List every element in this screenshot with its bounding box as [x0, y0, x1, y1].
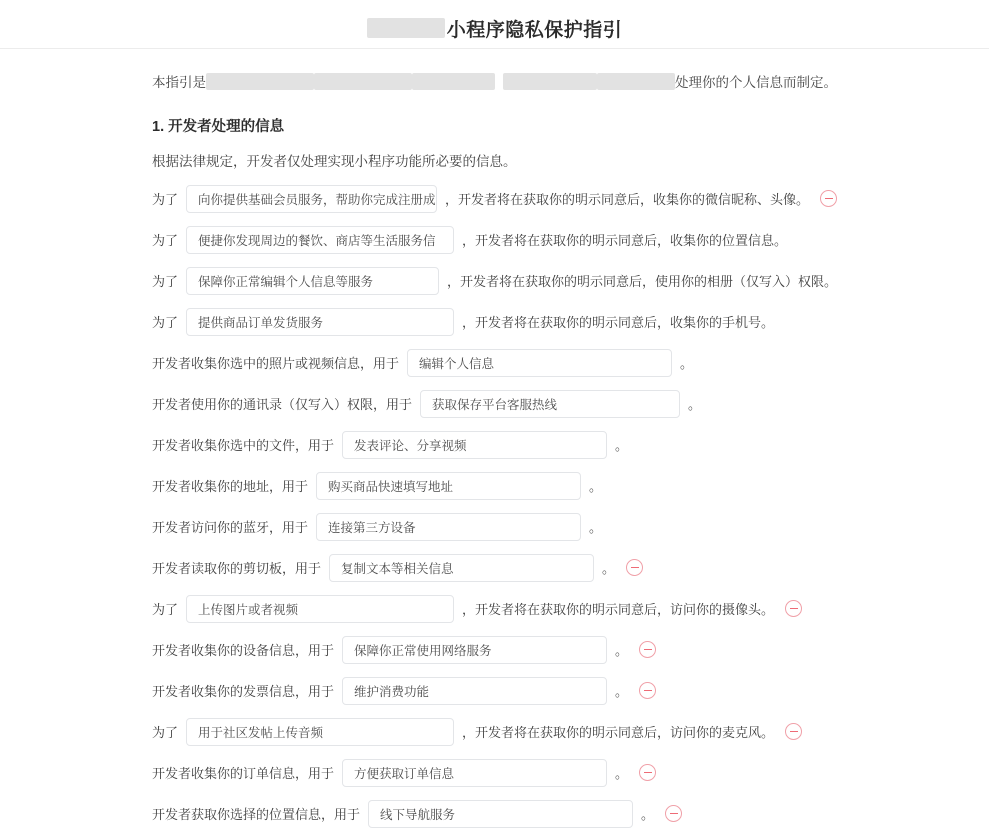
- row-period: 。: [602, 561, 616, 576]
- row-lead-text: 为了: [152, 233, 179, 248]
- row-purpose-value: 维护消费功能: [354, 684, 430, 699]
- row-lead-text: 开发者读取你的剪切板，用于: [152, 561, 322, 576]
- information-row: [152, 588, 837, 629]
- row-purpose-value: 用于社区发帖上传音频: [198, 725, 324, 740]
- row-period: 。: [680, 356, 694, 371]
- page-title: 小程序隐私保护指引: [446, 19, 623, 41]
- row-purpose-input[interactable]: [186, 185, 437, 213]
- row-period: 。: [615, 684, 629, 699]
- row-purpose-input[interactable]: [186, 308, 454, 336]
- row-lead-text: 开发者收集你的订单信息，用于: [152, 766, 335, 781]
- information-row: [152, 260, 837, 301]
- row-purpose-input[interactable]: [420, 390, 680, 418]
- row-purpose-value: 向你提供基础会员服务，帮助你完成注册成: [198, 192, 436, 207]
- information-row: [152, 342, 837, 383]
- information-rows: [152, 178, 837, 828]
- row-purpose-value: 便捷你发现周边的餐饮、商店等生活服务信: [198, 233, 436, 248]
- row-period: 。: [688, 397, 702, 412]
- row-purpose-value: 上传图片或者视频: [198, 602, 299, 617]
- row-period: 。: [615, 438, 629, 453]
- intro-paragraph: [152, 71, 837, 91]
- row-tail-text: ，开发者将在获取你的明示同意后，使用你的相册（仅写入）权限。: [446, 274, 837, 289]
- row-purpose-value: 购买商品快速填写地址: [328, 479, 454, 494]
- information-row: [152, 383, 837, 424]
- row-lead-text: 开发者收集你的发票信息，用于: [152, 684, 335, 699]
- row-purpose-input[interactable]: [186, 718, 454, 746]
- information-row: [152, 752, 837, 793]
- information-row: [152, 301, 837, 342]
- remove-row-icon[interactable]: [820, 190, 837, 207]
- information-row: [152, 219, 837, 260]
- row-purpose-value: 提供商品订单发货服务: [198, 315, 324, 330]
- row-lead-text: 开发者访问你的蓝牙，用于: [152, 520, 309, 535]
- row-period: 。: [589, 479, 603, 494]
- remove-row-icon[interactable]: [626, 559, 643, 576]
- information-row: [152, 178, 837, 219]
- row-lead-text: 开发者收集你选中的照片或视频信息，用于: [152, 356, 400, 371]
- intro-prefix: 本指引是: [152, 75, 206, 90]
- remove-row-icon[interactable]: [639, 764, 656, 781]
- information-row: [152, 506, 837, 547]
- row-purpose-input[interactable]: [368, 800, 633, 828]
- row-lead-text: 开发者收集你选中的文件，用于: [152, 438, 335, 453]
- row-purpose-value: 保障你正常使用网络服务: [354, 643, 492, 658]
- row-lead-text: 为了: [152, 274, 179, 289]
- header-divider: [0, 48, 989, 49]
- row-purpose-input[interactable]: [316, 472, 581, 500]
- information-row: [152, 424, 837, 465]
- row-purpose-input[interactable]: [186, 226, 454, 254]
- row-period: 。: [615, 766, 629, 781]
- row-tail-text: ，开发者将在获取你的明示同意后，访问你的摄像头。: [462, 602, 775, 617]
- intro-suffix: 处理你的个人信息而制定。: [675, 75, 838, 90]
- row-tail-text: ，开发者将在获取你的明示同意后，收集你的微信昵称、头像。: [444, 192, 809, 207]
- content-area: [0, 71, 989, 828]
- row-period: 。: [615, 643, 629, 658]
- remove-row-icon[interactable]: [785, 600, 802, 617]
- row-purpose-value: 发表评论、分享视频: [354, 438, 467, 453]
- information-row: [152, 465, 837, 506]
- redacted-text-3: [412, 73, 495, 90]
- row-lead-text: 为了: [152, 725, 179, 740]
- row-purpose-input[interactable]: [186, 267, 439, 295]
- row-purpose-value: 线下导航服务: [380, 807, 456, 822]
- row-purpose-value: 编辑个人信息: [419, 356, 495, 371]
- row-purpose-input[interactable]: [342, 431, 607, 459]
- row-lead-text: 为了: [152, 602, 179, 617]
- row-tail-text: ，开发者将在获取你的明示同意后，收集你的手机号。: [462, 315, 775, 330]
- row-purpose-input[interactable]: [316, 513, 581, 541]
- redacted-app-name: [367, 18, 445, 38]
- row-purpose-value: 连接第三方设备: [328, 520, 416, 535]
- information-row: [152, 547, 837, 588]
- remove-row-icon[interactable]: [639, 682, 656, 699]
- row-purpose-input[interactable]: [186, 595, 454, 623]
- row-period: 。: [641, 807, 655, 822]
- row-lead-text: 开发者收集你的地址，用于: [152, 479, 309, 494]
- redacted-text-1: [206, 73, 314, 90]
- page-header: [0, 0, 989, 44]
- row-purpose-input[interactable]: [329, 554, 594, 582]
- row-purpose-input[interactable]: [342, 759, 607, 787]
- row-purpose-input[interactable]: [407, 349, 672, 377]
- row-lead-text: 开发者获取你选择的位置信息，用于: [152, 807, 361, 822]
- row-lead-text: 为了: [152, 192, 179, 207]
- information-row: [152, 670, 837, 711]
- remove-row-icon[interactable]: [665, 805, 682, 822]
- row-period: 。: [589, 520, 603, 535]
- information-row: [152, 711, 837, 752]
- row-lead-text: 为了: [152, 315, 179, 330]
- section-heading: 1. 开发者处理的信息: [152, 119, 285, 135]
- row-purpose-value: 保障你正常编辑个人信息等服务: [198, 274, 374, 289]
- remove-row-icon[interactable]: [785, 723, 802, 740]
- row-purpose-value: 方便获取订单信息: [354, 766, 455, 781]
- information-row: [152, 793, 837, 828]
- row-lead-text: 开发者收集你的设备信息，用于: [152, 643, 335, 658]
- redacted-text-4: [503, 73, 597, 90]
- row-purpose-value: 获取保存平台客服热线: [432, 397, 558, 412]
- remove-row-icon[interactable]: [639, 641, 656, 658]
- redacted-text-5: [597, 73, 675, 90]
- section-description: 根据法律规定，开发者仅处理实现小程序功能所必要的信息。: [152, 154, 517, 169]
- row-lead-text: 开发者使用你的通讯录（仅写入）权限，用于: [152, 397, 413, 412]
- redacted-text-2: [314, 73, 412, 90]
- row-purpose-input[interactable]: [342, 636, 607, 664]
- row-tail-text: ，开发者将在获取你的明示同意后，收集你的位置信息。: [462, 233, 788, 248]
- row-purpose-input[interactable]: [342, 677, 607, 705]
- information-row: [152, 629, 837, 670]
- row-purpose-value: 复制文本等相关信息: [341, 561, 454, 576]
- row-tail-text: ，开发者将在获取你的明示同意后，访问你的麦克风。: [462, 725, 775, 740]
